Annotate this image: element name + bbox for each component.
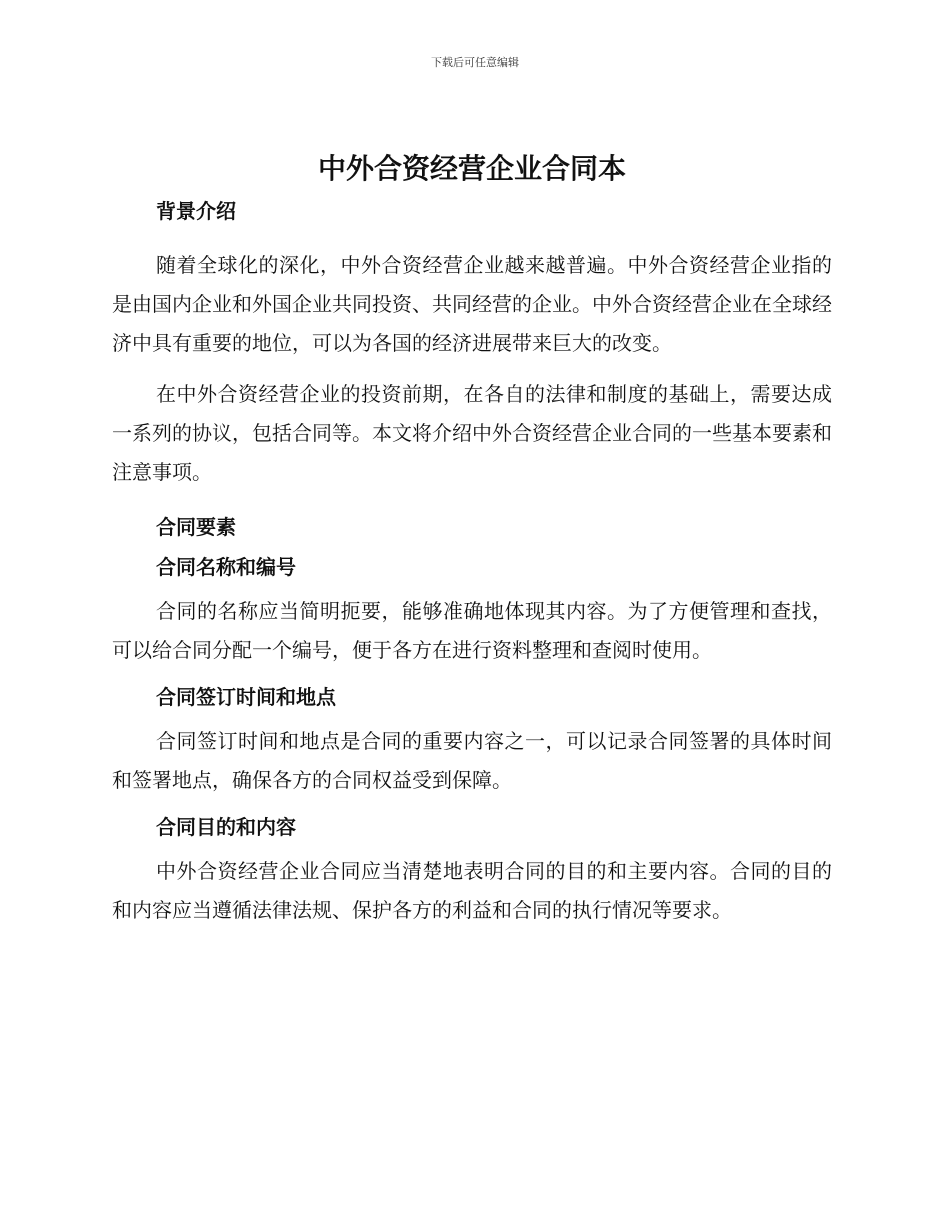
paragraph: 中外合资经营企业合同应当清楚地表明合同的目的和主要内容。合同的目的和内容应当遵循法律法规、保护各方的利益和合同的执行情况等要求。 [112, 859, 832, 922]
section-heading-contract-elements: 合同要素 [156, 515, 236, 539]
document-body [112, 150, 832, 942]
paragraph: 合同签订时间和地点是合同的重要内容之一，可以记录合同签署的具体时间和签署地点，确保各方的合同权益受到保障。 [112, 729, 832, 792]
section-heading-purpose-content: 合同目的和内容 [156, 815, 296, 839]
section-heading-background: 背景介绍 [156, 199, 236, 223]
paragraph: 随着全球化的深化，中外合资经营企业越来越普遍。中外合资经营企业指的是由国内企业和外国企业共同投资、共同经营的企业。中外合资经营企业在全球经济中具有重要的地位，可以为各国的经济进展带来巨大的改变。 [112, 253, 832, 355]
paragraph: 在中外合资经营企业的投资前期，在各自的法律和制度的基础上，需要达成一系列的协议，包括合同等。本文将介绍中外合资经营企业合同的一些基本要素和注意事项。 [112, 382, 832, 484]
document-title: 中外合资经营企业合同本 [317, 152, 626, 185]
paragraph: 合同的名称应当简明扼要，能够准确地体现其内容。为了方便管理和查找，可以给合同分配一个编号，便于各方在进行资料整理和查阅时使用。 [112, 599, 832, 662]
section-heading-signing-time-place: 合同签订时间和地点 [156, 685, 336, 709]
header-note: 下载后可任意编辑 [431, 56, 519, 69]
section-heading-contract-name: 合同名称和编号 [156, 555, 296, 579]
